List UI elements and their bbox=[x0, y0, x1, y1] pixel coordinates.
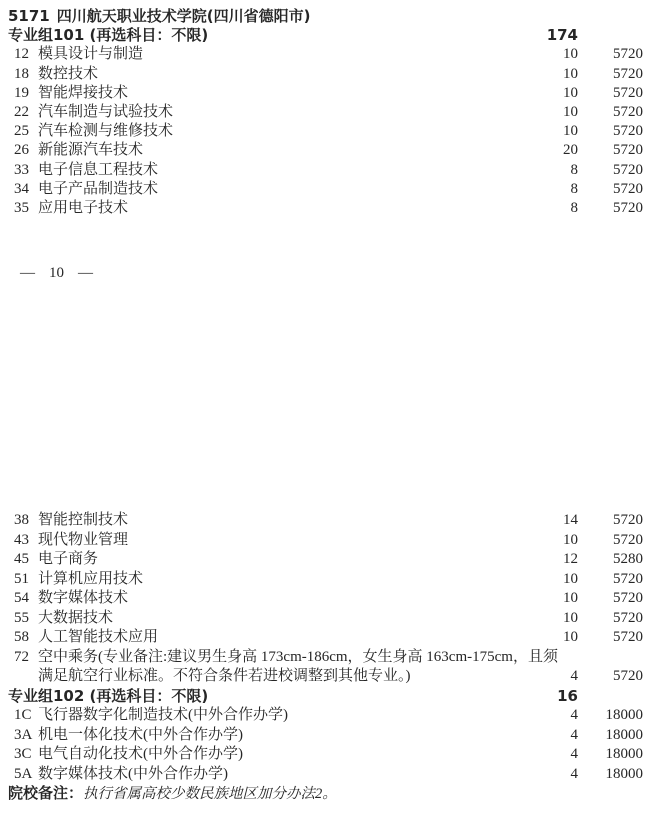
major-fee: 5720 bbox=[613, 46, 643, 63]
major-code: 58 bbox=[14, 629, 29, 645]
page11-block bbox=[0, 511, 671, 805]
major-code: 5A bbox=[14, 765, 33, 782]
major-quota: 10 bbox=[563, 84, 578, 101]
college-name: 四川航天职业技术学院(四川省德阳市) bbox=[56, 7, 311, 25]
page-number-dash-left: — bbox=[20, 265, 35, 281]
group-101-label: 专业组101 (再选科目：不限) bbox=[8, 26, 209, 45]
major-name: 人工智能技术应用 bbox=[38, 629, 159, 645]
major-fee: 5720 bbox=[613, 512, 643, 528]
major-fee: 18000 bbox=[605, 765, 643, 782]
group-102-quota: 16 bbox=[557, 686, 578, 705]
major-name: 电子信息工程技术 bbox=[38, 161, 159, 178]
major-code: 26 bbox=[14, 142, 29, 159]
major-quota: 12 bbox=[563, 551, 578, 567]
major-code: 72 bbox=[14, 648, 29, 665]
major-code: 45 bbox=[14, 551, 29, 567]
major-code: 3A bbox=[14, 726, 33, 743]
college-note bbox=[0, 784, 671, 805]
major-name: 电子商务 bbox=[38, 551, 99, 567]
major-row bbox=[0, 199, 671, 218]
major-row bbox=[0, 65, 671, 84]
major-quota: 4 bbox=[570, 746, 578, 762]
major-quota: 10 bbox=[563, 65, 578, 82]
major-fee: 18000 bbox=[605, 707, 643, 723]
major-row bbox=[0, 84, 671, 103]
major-row-with-note bbox=[0, 648, 671, 687]
major-name: 汽车制造与试验技术 bbox=[38, 104, 174, 121]
major-fee: 5720 bbox=[613, 161, 643, 178]
major-name: 大数据技术 bbox=[38, 609, 114, 626]
major-quota: 8 bbox=[570, 161, 578, 178]
major-code: 33 bbox=[14, 161, 29, 178]
major-name: 智能焊接技术 bbox=[38, 84, 129, 101]
major-fee: 5720 bbox=[613, 104, 643, 121]
college-title bbox=[0, 7, 671, 26]
major-row bbox=[0, 511, 671, 531]
major-quota: 10 bbox=[563, 46, 578, 63]
major-row bbox=[0, 706, 671, 726]
major-quota: 10 bbox=[563, 570, 578, 587]
major-fee: 18000 bbox=[605, 746, 643, 762]
major-fee: 5720 bbox=[613, 668, 643, 684]
major-name: 新能源汽车技术 bbox=[38, 142, 144, 159]
major-row bbox=[0, 570, 671, 590]
major-name: 电气自动化技术(中外合作办学) bbox=[38, 746, 243, 762]
major-fee: 5720 bbox=[613, 570, 643, 587]
major-quota: 10 bbox=[563, 104, 578, 121]
major-code: 34 bbox=[14, 180, 29, 197]
major-quota: 10 bbox=[563, 629, 578, 645]
major-row bbox=[0, 550, 671, 570]
major-quota: 8 bbox=[570, 200, 578, 217]
major-fee: 5720 bbox=[613, 123, 643, 140]
major-fee: 18000 bbox=[605, 726, 643, 743]
major-quota: 4 bbox=[570, 765, 578, 782]
major-quota: 10 bbox=[563, 123, 578, 140]
major-quota: 4 bbox=[570, 668, 578, 684]
major-name: 数字媒体技术(中外合作办学) bbox=[38, 765, 228, 782]
major-fee: 5720 bbox=[613, 590, 643, 606]
major-code: 51 bbox=[14, 570, 29, 587]
page10-block bbox=[0, 7, 671, 218]
major-code: 43 bbox=[14, 531, 29, 548]
major-row bbox=[0, 726, 671, 746]
major-row bbox=[0, 141, 671, 160]
major-quota: 10 bbox=[563, 590, 578, 606]
group-101-quota: 174 bbox=[546, 26, 578, 45]
major-row bbox=[0, 45, 671, 64]
major-row bbox=[0, 161, 671, 180]
page-number-dash-right: — bbox=[78, 265, 93, 281]
major-code: 55 bbox=[14, 609, 29, 626]
major-name: 机电一体化技术(中外合作办学) bbox=[38, 726, 243, 743]
major-quota: 10 bbox=[563, 609, 578, 626]
major-row bbox=[0, 180, 671, 199]
major-row bbox=[0, 765, 671, 785]
major-row bbox=[0, 589, 671, 609]
major-quota: 10 bbox=[563, 531, 578, 548]
major-quota: 8 bbox=[570, 180, 578, 197]
major-quota: 14 bbox=[563, 512, 578, 528]
major-fee: 5720 bbox=[613, 531, 643, 548]
major-name: 模具设计与制造 bbox=[38, 46, 144, 63]
college-note-label: 院校备注： bbox=[8, 784, 84, 802]
major-fee: 5280 bbox=[613, 551, 643, 567]
major-name: 应用电子技术 bbox=[38, 200, 129, 217]
group-102-header bbox=[0, 687, 671, 707]
major-name: 现代物业管理 bbox=[38, 531, 129, 548]
major-name: 飞行器数字化制造技术(中外合作办学) bbox=[38, 707, 288, 723]
major-row bbox=[0, 531, 671, 551]
major-row bbox=[0, 628, 671, 648]
major-code: 35 bbox=[14, 200, 29, 217]
major-name: 电子产品制造技术 bbox=[38, 180, 159, 197]
page-number bbox=[20, 264, 93, 283]
major-row bbox=[0, 745, 671, 765]
major-quota: 20 bbox=[563, 142, 578, 159]
major-code: 19 bbox=[14, 84, 29, 101]
page-number-value: 10 bbox=[49, 265, 64, 281]
college-code: 5171 bbox=[8, 7, 50, 25]
major-code: 1C bbox=[14, 707, 32, 723]
major-row bbox=[0, 103, 671, 122]
major-name: 汽车检测与维修技术 bbox=[38, 123, 174, 140]
major-fee: 5720 bbox=[613, 200, 643, 217]
major-fee: 5720 bbox=[613, 609, 643, 626]
major-row bbox=[0, 122, 671, 141]
major-code: 22 bbox=[14, 104, 29, 121]
major-name: 数字媒体技术 bbox=[38, 590, 129, 606]
major-name: 智能控制技术 bbox=[38, 512, 129, 528]
group-102-label: 专业组102 (再选科目：不限) bbox=[8, 686, 209, 705]
major-fee: 5720 bbox=[613, 180, 643, 197]
major-name: 数控技术 bbox=[38, 65, 99, 82]
major-fee: 5720 bbox=[613, 142, 643, 159]
major-fee: 5720 bbox=[613, 629, 643, 645]
major-row bbox=[0, 609, 671, 629]
major-code: 12 bbox=[14, 46, 29, 63]
major-quota: 4 bbox=[570, 726, 578, 743]
major-code: 3C bbox=[14, 746, 32, 762]
major-quota: 4 bbox=[570, 707, 578, 723]
major-code: 25 bbox=[14, 123, 29, 140]
major-name: 空中乘务(专业备注:建议男生身高 173cm-186cm，女生身高 163cm-175cm，且须满足航空行业标准。不符合条件若进校调整到其他专业。) bbox=[38, 648, 558, 684]
major-fee: 5720 bbox=[613, 84, 643, 101]
major-code: 54 bbox=[14, 590, 29, 606]
college-note-text: 执行省属高校少数民族地区加分办法2。 bbox=[83, 786, 337, 802]
major-code: 38 bbox=[14, 512, 29, 528]
group-101-header bbox=[0, 26, 671, 45]
major-code: 18 bbox=[14, 65, 29, 82]
major-name: 计算机应用技术 bbox=[38, 570, 144, 587]
major-fee: 5720 bbox=[613, 65, 643, 82]
